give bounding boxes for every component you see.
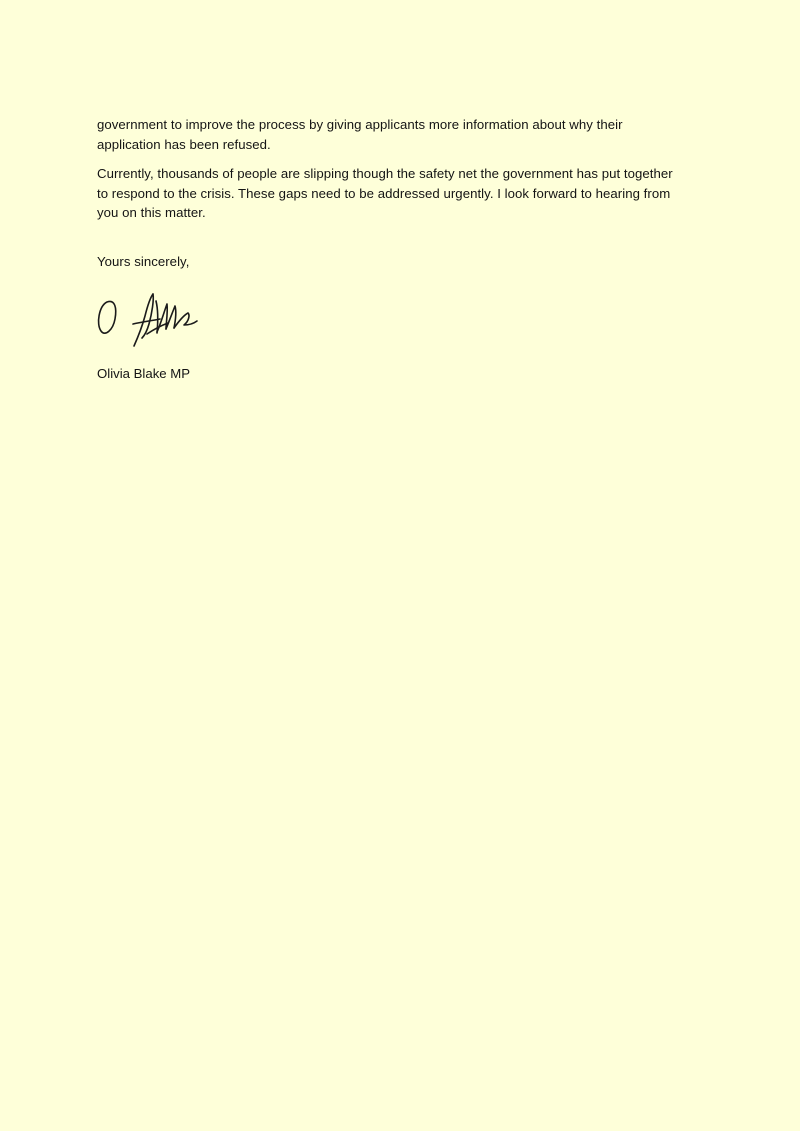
- closing-salutation: Yours sincerely,: [97, 253, 190, 269]
- letter-paragraph: government to improve the process by giving applicants more information about why their application has been refused.: [97, 117, 623, 152]
- signatory-name: Olivia Blake MP: [97, 366, 191, 381]
- letter-paragraph: Currently, thousands of people are slipping though the safety net the government has put together to respond to the crisis. These gaps need to be addressed urgently. I look forward to hearing from you on this matter.: [97, 166, 673, 220]
- letter-body: [97, 115, 703, 271]
- handwritten-signature: [94, 288, 204, 350]
